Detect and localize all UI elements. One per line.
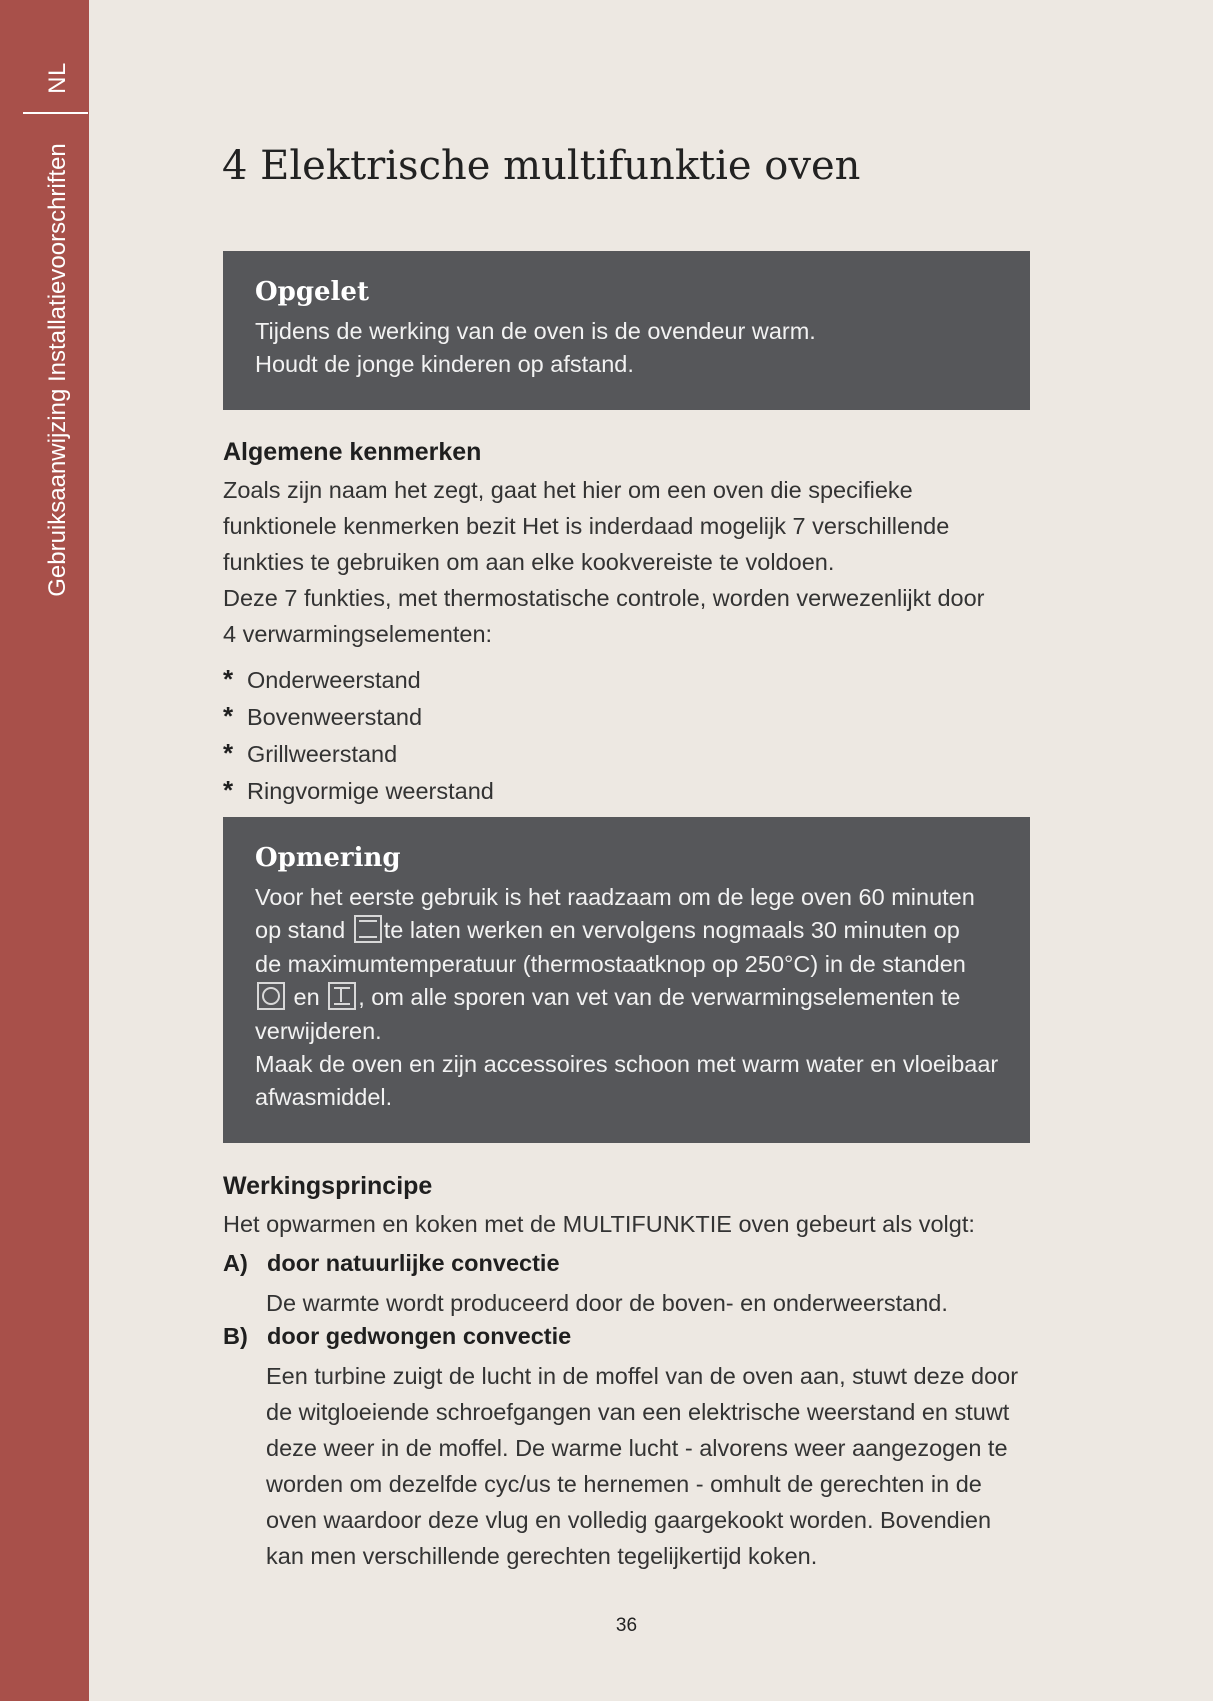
item-title: door gedwongen convectie [267,1323,572,1349]
attention-notice-line: Houdt de jonge kinderen op afstand. [255,351,634,378]
paragraph-line: 4 verwarmingselementen: [223,621,493,647]
paragraph-line: Deze 7 funkties, met thermostatische controle, worden verwezenlijkt door [223,585,985,611]
general-features-heading: Algemene kenmerken [223,438,482,466]
remark-notice-line: Voor het eerste gebruik is het raadzaam om de lege oven 60 minuten [255,884,975,910]
general-features-text [223,472,1043,652]
remark-notice-line: de maximumtemperatuur (thermostaatknop op 250°C) in de standen [255,950,966,977]
item-marker: B) [223,1323,248,1349]
list-item [223,735,494,772]
remark-text: , om alle sporen van vet van de verwarmingselementen te [358,984,961,1011]
attention-notice [223,251,1030,410]
remark-text: te laten werken en vervolgens nogmaals 30 minuten op [383,917,960,944]
fan-oven-icon [257,982,285,1010]
page-number: 36 [615,1615,638,1636]
paragraph-line: deze weer in de moffel. De warme lucht - alvorens weer aangezogen te [266,1435,1008,1461]
sidebar-divider [23,112,88,114]
remark-text: op stand [255,917,346,944]
principle-item-b-body [266,1358,1018,1574]
list-item [223,698,494,735]
paragraph-line: worden om dezelfde cyc/us te hernemen - omhult de gerechten in de [266,1471,982,1497]
paragraph-line: kan men verschillende gerechten tegelijkertijd koken. [266,1543,818,1569]
list-item-label: Bovenweerstand [247,704,423,730]
principle-item-a-body [266,1285,948,1321]
remark-notice-title: Opmering [255,843,401,873]
remark-notice-line: afwasmiddel. [255,1084,393,1111]
item-title: door natuurlijke convectie [267,1250,560,1276]
paragraph-line: Zoals zijn naam het zegt, gaat het hier om een oven die specifieke [223,477,913,503]
attention-notice-title: Opgelet [255,277,369,307]
list-item-label: Grillweerstand [247,741,398,767]
attention-notice-line: Tijdens de werking van de oven is de ovendeur warm. [255,318,816,344]
bullet-mark: * [223,738,234,768]
paragraph-line: De warmte wordt produceerd door de boven- en onderweerstand. [266,1290,948,1316]
paragraph-line: de witgloeiende schroefgangen van een elektrische weerstand en stuwt [266,1399,1010,1425]
language-label: NL [44,62,71,94]
remark-notice [223,817,1030,1143]
bullet-mark: * [223,701,234,731]
list-item [223,661,494,698]
paragraph-line: oven waardoor deze vlug en volledig gaargekookt worden. Bovendien [266,1507,992,1533]
paragraph-line: funkties te gebruiken om aan elke kookvereiste te voldoen. [223,549,835,575]
sidebar-section-title: Gebruiksaanwijzing Installatievoorschriften [44,143,71,597]
working-principle-heading: Werkingsprincipe [223,1172,433,1200]
heating-elements-list [223,661,494,809]
static-oven-icon [354,915,382,943]
remark-notice-line [255,981,998,1014]
working-principle-intro [223,1206,1043,1242]
bullet-mark: * [223,664,234,694]
principle-item-b [223,1323,571,1350]
paragraph-line: funktionele kenmerken bezit Het is inderdaad mogelijk 7 verschillende [223,513,950,539]
list-item-label: Onderweerstand [247,667,421,693]
bullet-mark: * [223,775,234,805]
paragraph-line: Het opwarmen en koken met de MULTIFUNKTIE oven gebeurt als volgt: [223,1211,975,1237]
remark-notice-line: Maak de oven en zijn accessoires schoon met warm water en vloeibaar [255,1051,999,1078]
list-item-label: Ringvormige weerstand [247,778,494,804]
paragraph-line: Een turbine zuigt de lucht in de moffel van de oven aan, stuwt deze door [266,1363,1019,1389]
sidebar [0,0,89,1701]
remark-notice-line [255,914,998,947]
remark-text: en [293,984,320,1011]
page-title: 4 Elektrische multifunktie oven [222,143,861,189]
principle-item-a [223,1250,560,1277]
remark-notice-line: verwijderen. [255,1017,382,1044]
item-marker: A) [223,1250,248,1276]
list-item [223,772,494,809]
grill-fan-icon [328,982,356,1010]
